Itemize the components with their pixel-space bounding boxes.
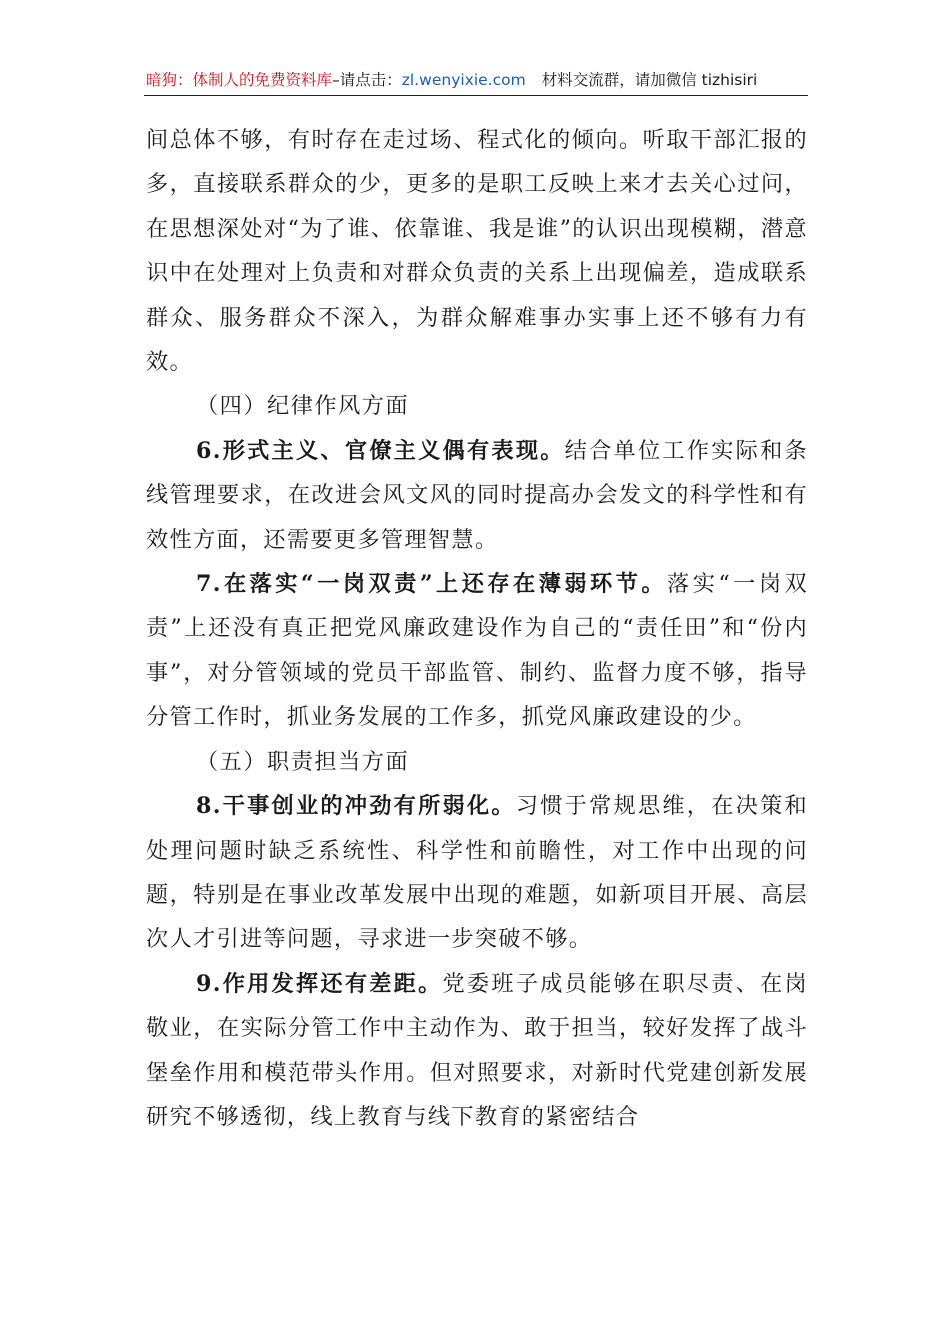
- section-heading-5: （五）职责担当方面: [196, 748, 410, 775]
- section-heading-4: （四）纪律作风方面: [196, 393, 410, 420]
- item-6-text: 结合单位工作实际和条线管理要求，在改进会风文风的同时提高办会发文的科学性和有效性方面，还需要更多管理智慧。: [146, 437, 808, 553]
- item-8-lead: 8.干事创业的冲劲有所弱化。: [196, 793, 516, 820]
- item-9-text: 党委班子成员能够在职尽责、在岗敬业，在实际分管工作中主动作为、敢于担当，较好发挥了战斗堡垒作用和模范带头作用。但对照要求，对新时代党建创新发展研究不够透彻，线上教育与线下教育的紧密结合: [146, 970, 809, 1130]
- item-8-text: 习惯于常规思维，在决策和处理问题时缺乏系统性、科学性和前瞻性，对工作中出现的问题，特别是在事业改革发展中出现的难题，如新项目开展、高层次人才引进等问题，寻求进一步突破不够。: [146, 793, 808, 953]
- item-9-lead: 9.作用发挥还有差距。: [196, 970, 443, 997]
- item-6: [146, 429, 808, 562]
- item-9: [146, 962, 808, 1140]
- header-url-link[interactable]: zl.wenyixie.com: [401, 71, 526, 89]
- item-8: [146, 784, 808, 962]
- document-body: [146, 118, 808, 1139]
- header-prompt: –请点击：: [332, 71, 402, 89]
- paragraph-continuation: 间总体不够，有时存在走过场、程式化的倾向。听取干部汇报的多，直接联系群众的少，更多的是职工反映上来才去关心过问，在思想深处对“为了谁、依靠谁、我是谁”的认识出现模糊，潜意识中在处理对上负责和对群众负责的关系上出现偏差，造成联系群众、服务群众不深入，为群众解难事办实事上还不够有力有效。: [146, 127, 808, 376]
- page-header: [146, 66, 806, 94]
- item-7: [146, 562, 808, 740]
- item-7-lead: 7.在落实“一岗双责”上还存在薄弱环节。: [196, 571, 668, 598]
- item-7-text: 落实“一岗双责”上还没有真正把党风廉政建设作为自己的“责任田”和“份内事”，对分管领域的党员干部监管、制约、监督力度不够，指导分管工作时，抓业务发展的工作多，抓党风廉政建设的少。: [146, 571, 808, 731]
- item-6-lead: 6.形式主义、官僚主义偶有表现。: [196, 437, 565, 464]
- header-brand: 暗狗：体制人的免费资料库: [146, 71, 333, 89]
- header-divider: [144, 95, 808, 96]
- header-wechat-note: 材料交流群，请加微信 tizhisiri: [541, 71, 758, 89]
